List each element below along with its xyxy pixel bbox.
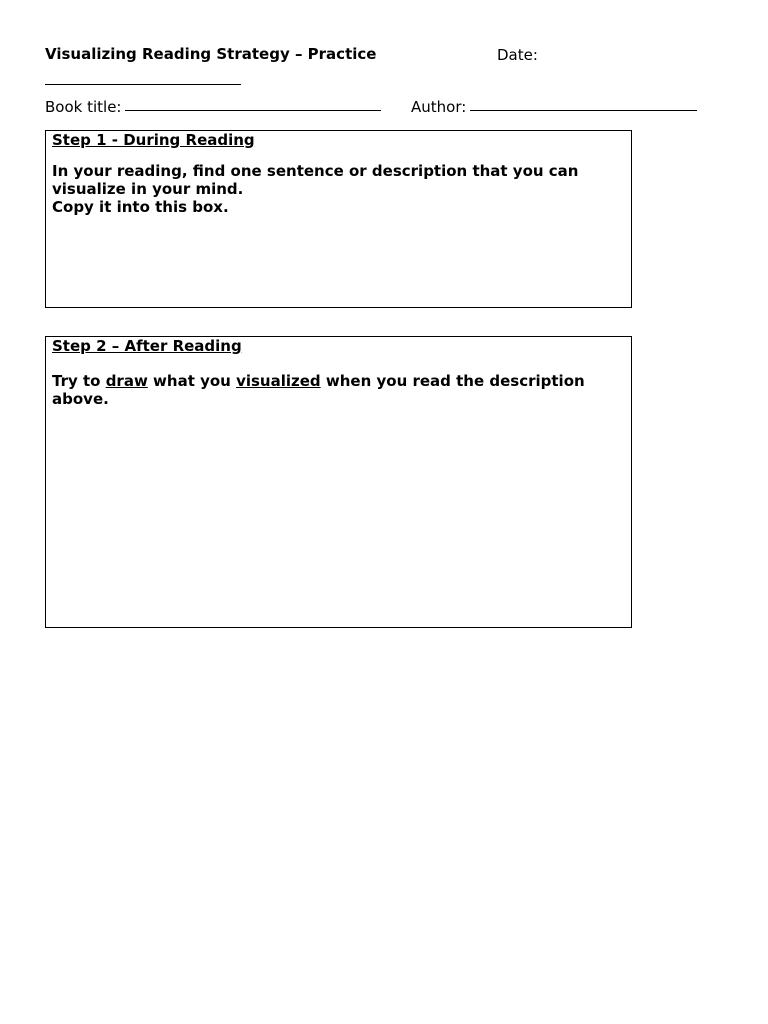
step2-box[interactable] xyxy=(45,336,632,628)
step2-text-part2: what you xyxy=(147,372,237,390)
book-title-label: Book title: xyxy=(45,98,122,116)
date-label: Date: xyxy=(497,46,538,64)
step1-instructions xyxy=(52,162,625,216)
step1-instruction-line2: Copy it into this box. xyxy=(52,198,229,216)
step2-word-visualized: visualized xyxy=(236,372,321,390)
step2-heading: Step 2 – After Reading xyxy=(52,337,242,355)
book-title-blank-line[interactable] xyxy=(125,110,381,111)
page-title: Visualizing Reading Strategy – Practice xyxy=(45,45,377,63)
step2-word-draw: draw xyxy=(105,372,148,390)
author-label: Author: xyxy=(411,98,467,116)
book-title-row xyxy=(45,98,381,116)
step1-instruction-line1: In your reading, find one sentence or description that you can visualize in your mind. xyxy=(52,162,579,198)
author-blank-line[interactable] xyxy=(470,110,697,111)
date-blank-line[interactable] xyxy=(45,84,241,85)
author-row xyxy=(411,98,697,116)
step2-text-part1: Try to xyxy=(52,372,106,390)
step2-instructions xyxy=(52,372,625,408)
step2-text-part3: when you read the description above. xyxy=(52,372,585,408)
step1-box[interactable] xyxy=(45,130,632,308)
step1-heading: Step 1 - During Reading xyxy=(52,131,255,149)
